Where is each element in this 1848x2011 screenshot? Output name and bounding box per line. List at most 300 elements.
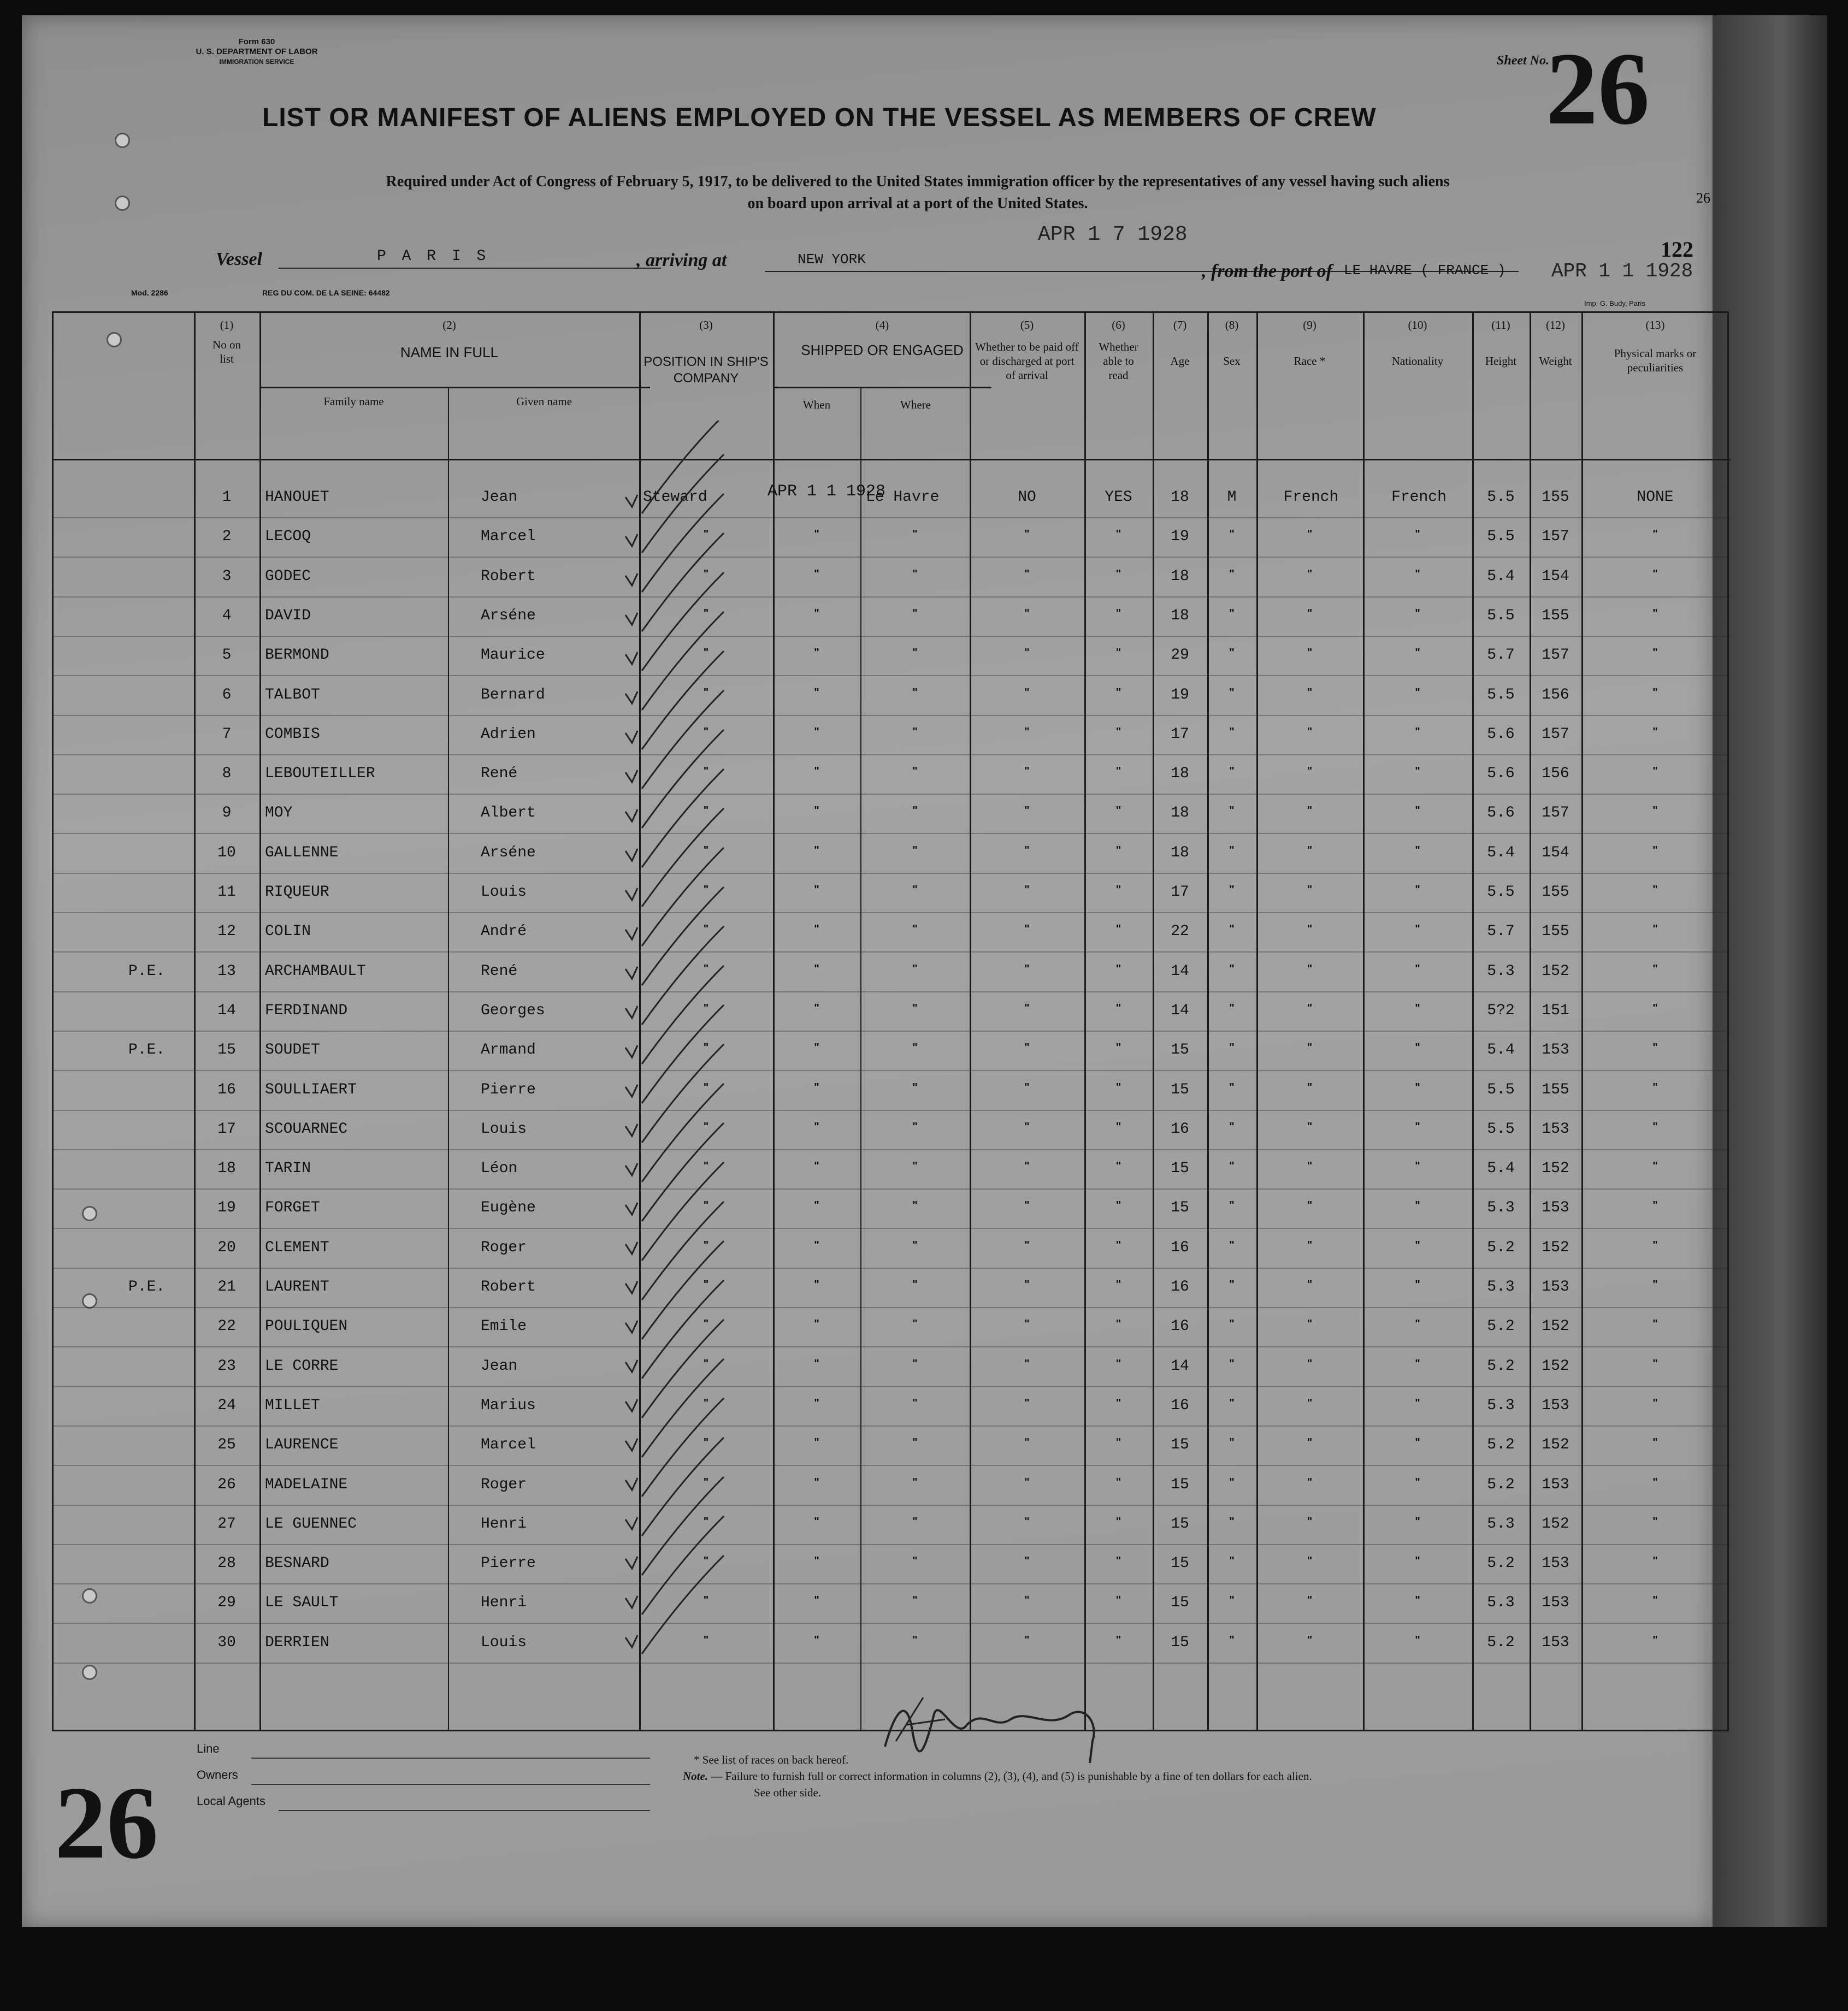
sex: " [1229,1042,1235,1054]
shipped-when: " [814,765,819,777]
age: 19 [1171,687,1189,703]
given-name: Georges [481,1002,545,1019]
col-4-number: (4) [875,318,889,332]
row-number: 2 [222,528,232,545]
race: " [1307,1199,1313,1211]
family-name: SCOUARNEC [265,1121,348,1138]
weight: 153 [1542,1594,1569,1611]
position: " [703,765,709,777]
given-name: Pierre [481,1081,536,1098]
sex: " [1229,1358,1235,1370]
weight: 155 [1542,884,1569,901]
position: " [703,1358,709,1370]
race: " [1307,528,1313,540]
given-name: Adrien [481,726,536,743]
row-rule [52,1544,1731,1545]
height: 5.3 [1487,1594,1515,1611]
family-name: FERDINAND [265,1002,348,1019]
sex: M [1227,489,1237,506]
col-1-header [194,318,259,366]
given-name: Louis [481,884,527,901]
given-name: Marcel [481,1436,536,1453]
given-name-header: Given name [516,395,572,408]
able-to-read: " [1115,1279,1121,1291]
family-name: GALLENNE [265,844,339,861]
height: 5.4 [1487,1160,1515,1177]
position: " [703,1042,709,1054]
subtitle-line-1: Required under Act of Congress of February 5, 1917, to be delivered to the United States immigration officer by the representatives of any vessel having such aliens [386,173,1450,190]
position: " [703,1121,709,1133]
given-name: Roger [481,1476,527,1493]
footer-sheet-number: 26 [55,1766,158,1880]
row-rule [52,1426,1731,1427]
weight: 153 [1542,1397,1569,1414]
manifest-title: LIST OR MANIFEST OF ALIENS EMPLOYED ON THE VESSEL AS MEMBERS OF CREW [262,103,1377,132]
able-to-read: " [1115,528,1121,540]
row-rule [52,1465,1731,1466]
family-name: HANOUET [265,489,329,506]
form-header [169,37,344,67]
family-name: SOUDET [265,1042,320,1058]
col-5-number: (5) [1020,318,1034,332]
shipped-when: " [814,1239,819,1251]
family-name: MADELAINE [265,1476,348,1493]
sex: " [1229,528,1235,540]
given-name: René [481,963,518,980]
position: " [703,568,709,580]
family-name: LAURENT [265,1279,329,1296]
physical-marks: " [1652,805,1658,817]
paid-off: " [1024,528,1030,540]
shipped-where: " [912,765,918,777]
sex: " [1229,1081,1235,1093]
race: " [1307,1634,1313,1646]
physical-marks: " [1652,1239,1658,1251]
nationality: " [1415,1081,1420,1093]
shipped-when: " [814,1397,819,1409]
row-number: 27 [217,1516,236,1533]
col-9-number: (9) [1303,318,1316,332]
sex: " [1229,1318,1235,1330]
row-number: 9 [222,805,232,821]
nationality: " [1415,1279,1420,1291]
physical-marks: " [1652,1358,1658,1370]
paid-off: " [1024,923,1030,935]
race: " [1307,1042,1313,1054]
shipped-when: " [814,726,819,738]
age: 15 [1171,1436,1189,1453]
vessel-name: P A R I S [377,248,489,265]
shipped-where: " [912,568,918,580]
shipped-when: " [814,568,819,580]
family-name: LECOQ [265,528,311,545]
physical-marks: " [1652,607,1658,619]
physical-marks: " [1652,1002,1658,1014]
paid-off: " [1024,884,1030,896]
row-rule [52,1386,1731,1387]
weight: 151 [1542,1002,1569,1019]
shipped-where: " [912,1279,918,1291]
row-rule [52,517,1731,518]
col-12-number: (12) [1546,318,1565,332]
paid-off: NO [1018,489,1036,506]
physical-marks: " [1652,1121,1658,1133]
age: 15 [1171,1042,1189,1058]
shipped-when: " [814,1081,819,1093]
height: 5.5 [1487,884,1515,901]
row-number: 28 [217,1555,236,1572]
height: 5.3 [1487,1397,1515,1414]
paid-off: " [1024,1476,1030,1488]
age: 15 [1171,1476,1189,1493]
height: 5.2 [1487,1318,1515,1335]
shipped-where: " [912,1002,918,1014]
row-number: 11 [217,884,236,901]
row-number: 13 [217,963,236,980]
physical-marks: " [1652,1476,1658,1488]
height: 5.2 [1487,1555,1515,1572]
row-rule [52,1188,1731,1190]
weight: 157 [1542,726,1569,743]
shipped-when: " [814,805,819,817]
nationality: " [1415,1634,1420,1646]
family-name: TARIN [265,1160,311,1177]
nationality: " [1415,1002,1420,1014]
weight: 157 [1542,647,1569,664]
age: 14 [1171,1358,1189,1375]
nationality: " [1415,1121,1420,1133]
shipped-when: " [814,1160,819,1172]
race: " [1307,726,1313,738]
physical-marks: " [1652,1199,1658,1211]
row-number: 1 [222,489,232,506]
nationality: " [1415,647,1420,659]
col-13-number: (13) [1645,318,1665,332]
row-number: 30 [217,1634,236,1651]
age: 15 [1171,1199,1189,1216]
able-to-read: " [1115,726,1121,738]
position: " [703,1002,709,1014]
row-number: 6 [222,687,232,703]
arrival-date-stamp: APR 1 7 1928 [1038,223,1188,246]
shipped-when: " [814,884,819,896]
race: " [1307,1318,1313,1330]
paid-off: " [1024,1436,1030,1448]
paid-off: " [1024,1081,1030,1093]
sex: " [1229,765,1235,777]
paid-off: " [1024,1199,1030,1211]
able-to-read: " [1115,1318,1121,1330]
nationality: " [1415,765,1420,777]
col-2-header [259,318,639,359]
footer-labels [197,1736,265,1814]
height: 5.6 [1487,765,1515,782]
nationality: " [1415,844,1420,856]
physical-marks: " [1652,1397,1658,1409]
position: Steward [643,489,707,506]
row-rule [52,1505,1731,1506]
row-number: 23 [217,1358,236,1375]
weight: 156 [1542,765,1569,782]
weight: 157 [1542,528,1569,545]
col-11-number: (11) [1491,318,1510,332]
row-rule [52,873,1731,874]
able-to-read: " [1115,1555,1121,1567]
shipped-when: " [814,1634,819,1646]
height: 5.2 [1487,1358,1515,1375]
note-label: Note. [683,1770,709,1783]
height: 5.2 [1487,1634,1515,1651]
shipped-when: " [814,1516,819,1528]
paid-off: " [1024,647,1030,659]
sex: " [1229,805,1235,817]
manifest-page [22,15,1713,1927]
col-6-header [1084,318,1153,382]
nationality: " [1415,1476,1420,1488]
col-3-label: POSITION IN SHIP'S COMPANY [643,354,769,386]
nationality: " [1415,1160,1420,1172]
race: " [1307,1239,1313,1251]
position: " [703,963,709,975]
able-to-read: " [1115,1239,1121,1251]
row-annotation: P.E. [128,1042,166,1058]
race: " [1307,1160,1313,1172]
able-to-read: " [1115,607,1121,619]
arriving-label: , arriving at [636,250,727,270]
position: " [703,1634,709,1646]
age: 18 [1171,489,1189,506]
row-rule [52,754,1731,755]
family-name: LAURENCE [265,1436,339,1453]
able-to-read: " [1115,1476,1121,1488]
row-number: 5 [222,647,232,664]
physical-marks: " [1652,1042,1658,1054]
row-number: 25 [217,1436,236,1453]
height: 5.3 [1487,963,1515,980]
col-8-number: (8) [1225,318,1239,332]
row-rule [52,1268,1731,1269]
row-annotation: P.E. [128,1279,166,1296]
height: 5.5 [1487,489,1515,506]
form-number: Form 630 [238,37,275,46]
age: 17 [1171,726,1189,743]
nationality: " [1415,805,1420,817]
nationality: " [1415,726,1420,738]
departure-date-stamp: APR 1 1 1928 [1551,260,1693,282]
shipped-when: " [814,607,819,619]
sex: " [1229,1121,1235,1133]
shipped-subhead-rule [773,387,991,388]
family-name: DERRIEN [265,1634,329,1651]
position: " [703,647,709,659]
row-annotation: P.E. [128,963,166,980]
race: " [1307,1121,1313,1133]
height: 5.4 [1487,1042,1515,1058]
position: " [703,884,709,896]
shipped-when: " [814,1121,819,1133]
row-number: 10 [217,844,236,861]
row-rule [52,1110,1731,1111]
nationality: " [1415,1239,1420,1251]
col-5-header [970,318,1084,382]
given-name: Jean [481,489,518,506]
height: 5.3 [1487,1516,1515,1533]
weight: 152 [1542,1318,1569,1335]
row-rule [52,794,1731,795]
given-name: Robert [481,1279,536,1296]
shipped-when: " [814,1476,819,1488]
age: 16 [1171,1239,1189,1256]
side-number: 26 [1696,190,1710,206]
row-number: 26 [217,1476,236,1493]
col-7-header [1153,318,1207,368]
race: " [1307,1594,1313,1606]
shipped-where: " [912,1160,918,1172]
owners-label: Owners [197,1768,238,1782]
sex: " [1229,1002,1235,1014]
penalty-note [683,1770,1557,1783]
paid-off: " [1024,805,1030,817]
name-subhead-rule [259,387,650,388]
paid-off: " [1024,844,1030,856]
able-to-read: " [1115,844,1121,856]
shipped-where: " [912,1121,918,1133]
row-number: 3 [222,568,232,585]
shipped-where: " [912,647,918,659]
paid-off: " [1024,726,1030,738]
weight: 157 [1542,805,1569,821]
shipped-where: " [912,687,918,699]
height: 5.5 [1487,607,1515,624]
able-to-read: " [1115,1002,1121,1014]
sex: " [1229,844,1235,856]
nationality: " [1415,1318,1420,1330]
col-4-header [773,318,991,357]
from-port-label: , from the port of [1202,261,1332,281]
col-9-label: Race * [1294,354,1326,368]
shipped-where-header: Where [900,398,931,411]
row-rule [52,557,1731,558]
nationality: " [1415,1555,1420,1567]
col-10-header [1363,318,1472,368]
sex: " [1229,1436,1235,1448]
age: 16 [1171,1121,1189,1138]
able-to-read: " [1115,1594,1121,1606]
sex: " [1229,884,1235,896]
family-name: ARCHAMBAULT [265,963,366,980]
race: " [1307,1476,1313,1488]
age: 18 [1171,607,1189,624]
physical-marks: " [1652,963,1658,975]
able-to-read: " [1115,647,1121,659]
paid-off: " [1024,1555,1030,1567]
able-to-read: " [1115,1358,1121,1370]
nationality: " [1415,963,1420,975]
able-to-read: " [1115,923,1121,935]
weight: 153 [1542,1199,1569,1216]
shipped-where: " [912,1318,918,1330]
family-name: RIQUEUR [265,884,329,901]
sex: " [1229,923,1235,935]
family-name: SOULLIAERT [265,1081,357,1098]
shipped-when: " [814,1436,819,1448]
physical-marks: " [1652,1279,1658,1291]
given-name: Emile [481,1318,527,1335]
model-number: Mod. 2286 [131,288,168,297]
shipped-where: " [912,528,918,540]
given-name: Marcel [481,528,536,545]
sex: " [1229,607,1235,619]
row-rule [52,1623,1731,1624]
row-rule [52,991,1731,992]
officer-signature [874,1676,1125,1769]
col-12-header [1530,318,1581,368]
arriving-port: NEW YORK [798,251,866,268]
shipped-when: " [814,687,819,699]
sex: " [1229,1199,1235,1211]
position: " [703,607,709,619]
age: 16 [1171,1279,1189,1296]
able-to-read: " [1115,963,1121,975]
shipped-where: " [912,923,918,935]
header-rule [52,459,1731,460]
race: " [1307,647,1313,659]
height: 5.2 [1487,1476,1515,1493]
nationality: " [1415,1516,1420,1528]
shipped-when: " [814,1358,819,1370]
shipped-when: " [814,647,819,659]
given-name: Pierre [481,1555,536,1572]
row-rule [52,715,1731,716]
physical-marks: " [1652,568,1658,580]
physical-marks: " [1652,647,1658,659]
col-2-label: NAME IN FULL [400,344,499,360]
row-rule [52,951,1731,953]
shipped-where: " [912,1516,918,1528]
row-number: 8 [222,765,232,782]
age: 16 [1171,1397,1189,1414]
able-to-read: " [1115,687,1121,699]
col-3-header [639,318,773,387]
col-9-header [1256,318,1363,368]
shipped-where: " [912,726,918,738]
age: 14 [1171,963,1189,980]
given-name: Léon [481,1160,518,1177]
service-name: IMMIGRATION SERVICE [219,58,294,66]
shipped-where: " [912,1239,918,1251]
given-name: Roger [481,1239,527,1256]
weight: 152 [1542,1358,1569,1375]
position: " [703,528,709,540]
height: 5.2 [1487,1239,1515,1256]
given-name: Robert [481,568,536,585]
race: " [1307,923,1313,935]
nationality: " [1415,528,1420,540]
shipped-when: " [814,1555,819,1567]
shipped-where: " [912,1397,918,1409]
age: 29 [1171,647,1189,664]
able-to-read: " [1115,568,1121,580]
registry-number: REG DU COM. DE LA SEINE: 64482 [262,288,390,297]
age: 14 [1171,1002,1189,1019]
shipped-when: " [814,1318,819,1330]
family-name: LEBOUTEILLER [265,765,375,782]
weight: 153 [1542,1476,1569,1493]
family-name-header: Family name [323,395,384,408]
able-to-read: YES [1105,489,1132,506]
sex: " [1229,1239,1235,1251]
weight: 155 [1542,923,1569,940]
